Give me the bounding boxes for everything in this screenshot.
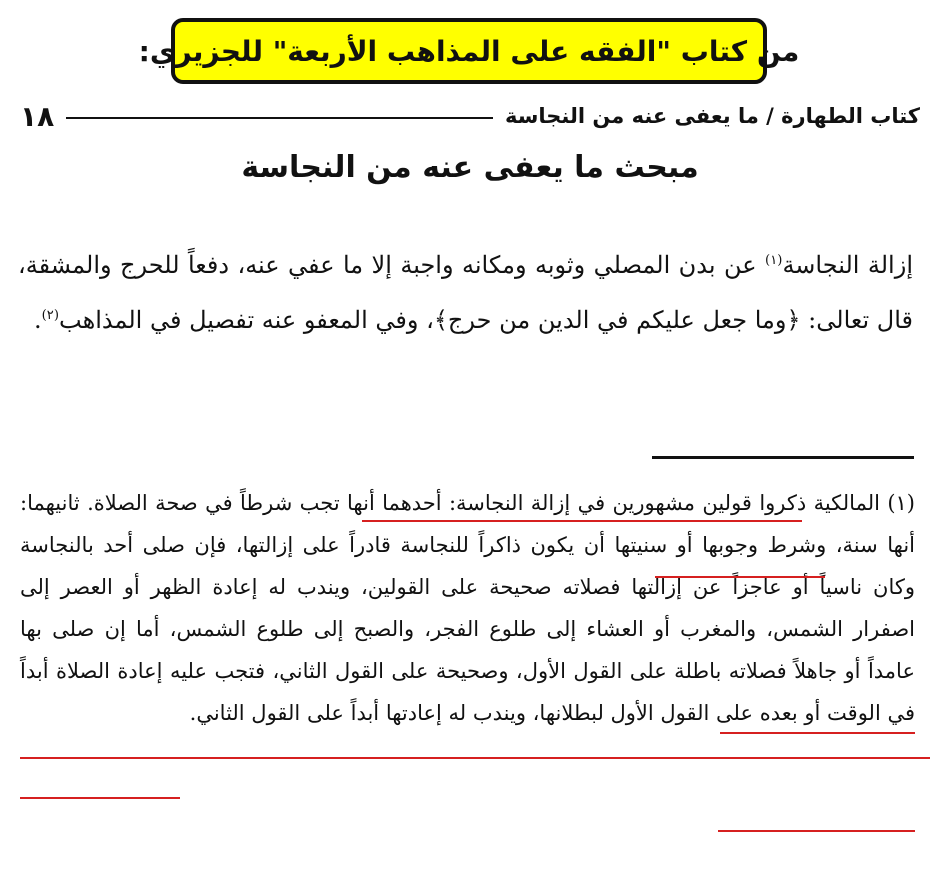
body-text-end: . <box>33 306 42 334</box>
section-heading: مبحث ما يعفى عنه من النجاسة <box>241 150 699 185</box>
source-banner-text: من كتاب "الفقه على المذاهب الأربعة" للجزيري: <box>138 34 800 68</box>
body-paragraph <box>18 238 913 348</box>
running-header-rule <box>66 117 493 119</box>
footnote-text: المالكية ذكروا قولين مشهورين في إزالة النجاسة: أحدهما أنها تجب شرطاً في صحة الصلاة. ثانيهما: أنها سنة، وشرط وجوبها أو سنيتها أن يكون ذاكراً للنجاسة قادراً على إزالتها، فإن صلى أحد بالنجاسة وكان ناسياً أو عاجزاً عن إزالتها فصلاته صحيحة على القولين، ويندب له إعادة الظهر أو العصر إلى اصفرار الشمس، والمغرب أو العشاء إلى طلوع الفجر، والصبح إلى طلوع الشمس، أما إن صلى بها عامداً أو جاهلاً فصلاته باطلة على القول الأول، وصحيحة على القول الثاني، فتجب عليه إعادة الصلاة أبداً في الوقت أو بعده على القول الأول لبطلانها، ويندب له إعادتها أبداً على القول الثاني. <box>20 491 915 725</box>
highlight-underline <box>655 576 825 578</box>
highlight-underline <box>20 757 930 759</box>
highlight-underline <box>720 732 915 734</box>
body-text-main: عن بدن المصلي وثوبه ومكانه واجبة إلا ما عفي عنه، دفعاً للحرج والمشقة، قال تعالى: ﴿وما جعل عليكم في الدين من حرج﴾، وفي المعفو عنه تفصيل في المذاهب <box>18 251 913 334</box>
highlight-underline <box>20 797 180 799</box>
footnote-ref-2: (٢) <box>41 308 59 323</box>
footnote-separator <box>652 456 914 459</box>
highlight-underline <box>362 520 802 522</box>
page-number: ١٨ <box>20 99 55 133</box>
highlight-underline <box>718 830 915 832</box>
running-header-title: كتاب الطهارة / ما يعفى عنه من النجاسة <box>505 104 920 128</box>
source-banner <box>138 18 800 84</box>
body-text-start: إزالة النجاسة <box>782 251 913 279</box>
footnote-marker: (١) <box>887 491 915 515</box>
footnote-ref-1: (١) <box>765 253 783 268</box>
running-header <box>20 96 920 136</box>
